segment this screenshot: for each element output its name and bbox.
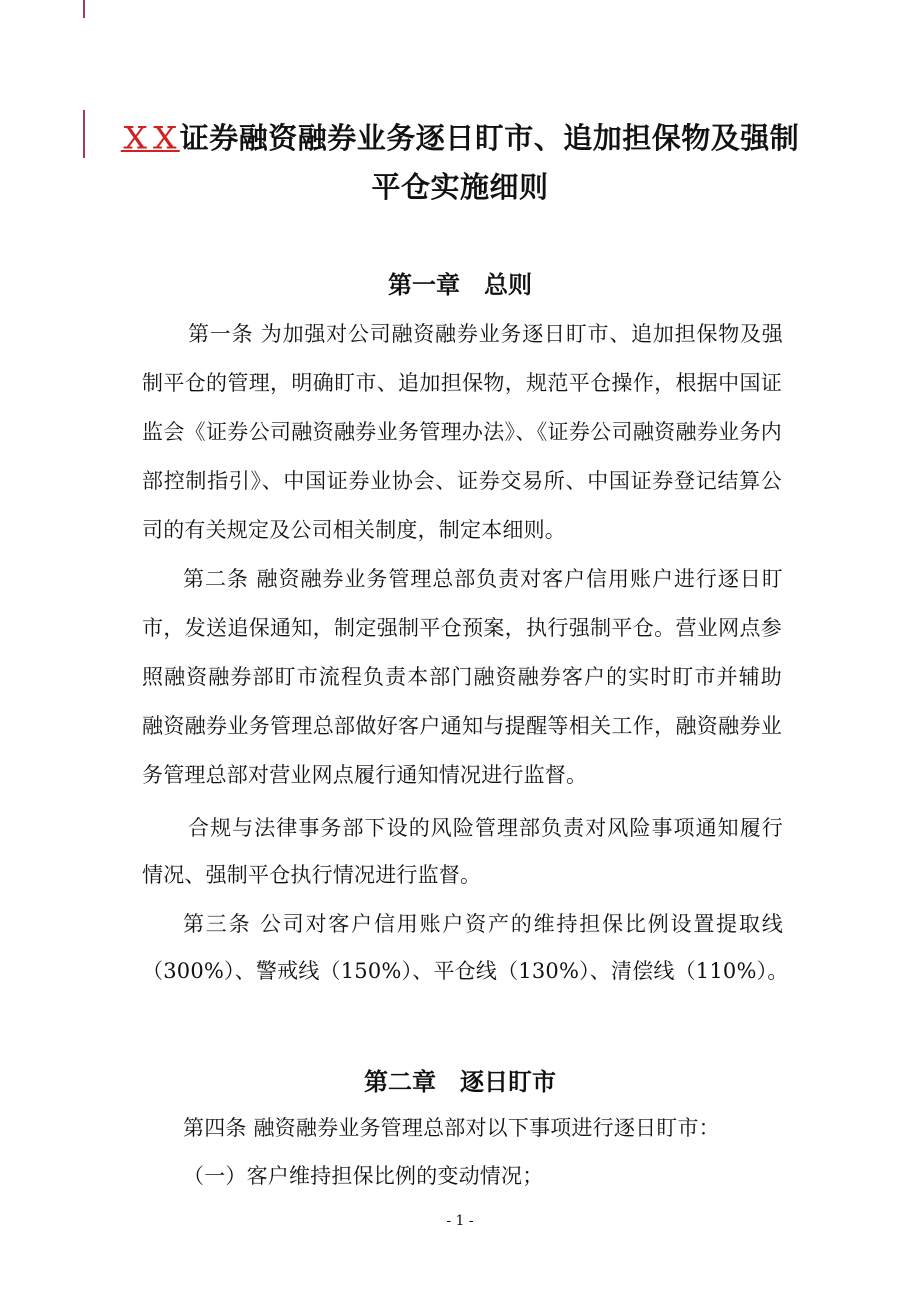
paragraph-line: 合规与法律事务部下设的风险管理部负责对风险事项通知履行 [188, 816, 783, 840]
paragraph-line: 融资融券业务管理总部做好客户通知与提醒等相关工作，融资融券业 [142, 714, 782, 738]
revision-bar [83, 110, 85, 158]
chapter-heading: 第一章 总则 [388, 271, 532, 299]
paragraph-line: 照融资融券部盯市流程负责本部门融资融券客户的实时盯市并辅助 [142, 665, 782, 689]
chapter-heading: 第二章 逐日盯市 [364, 1068, 556, 1096]
title-text: 证券融资融券业务逐日盯市、追加担保物及强制 [179, 121, 800, 155]
paragraph-line: （300%）、警戒线（150%）、平仓线（130%）、清偿线（110%）。 [142, 959, 789, 983]
title-placeholder-prefix: ＸＸ [120, 121, 180, 155]
paragraph-line: 第三条 公司对客户信用账户资产的维持担保比例设置提取线 [183, 912, 783, 936]
paragraph-line: 司的有关规定及公司相关制度，制定本细则。 [142, 518, 566, 542]
paragraph-line: 情况、强制平仓执行情况进行监督。 [142, 863, 482, 887]
page-number: - 1 - [446, 1213, 474, 1229]
paragraph-line: 务管理总部对营业网点履行通知情况进行监督。 [142, 763, 588, 787]
paragraph-line: 第一条 为加强对公司融资融券业务逐日盯市、追加担保物及强 [188, 322, 783, 346]
paragraph-line: （一）客户维持担保比例的变动情况； [183, 1164, 544, 1188]
paragraph-line: 第二条 融资融券业务管理总部负责对客户信用账户进行逐日盯 [183, 567, 783, 591]
paragraph-line: 制平仓的管理，明确盯市、追加担保物，规范平仓操作，根据中国证 [142, 371, 782, 395]
paragraph-line: 监会《证券公司融资融券业务管理办法》、《证券公司融资融券业务内 [142, 420, 782, 444]
paragraph-line: 第四条 融资融券业务管理总部对以下事项进行逐日盯市： [183, 1116, 720, 1140]
document-title-line2: 平仓实施细则 [371, 170, 549, 204]
paragraph-line: 市，发送追保通知，制定强制平仓预案，执行强制平仓。营业网点参 [142, 616, 782, 640]
document-title [100, 116, 820, 157]
paragraph-line: 部控制指引》、中国证券业协会、证券交易所、中国证券登记结算公 [142, 469, 782, 493]
revision-bar [83, 0, 85, 18]
